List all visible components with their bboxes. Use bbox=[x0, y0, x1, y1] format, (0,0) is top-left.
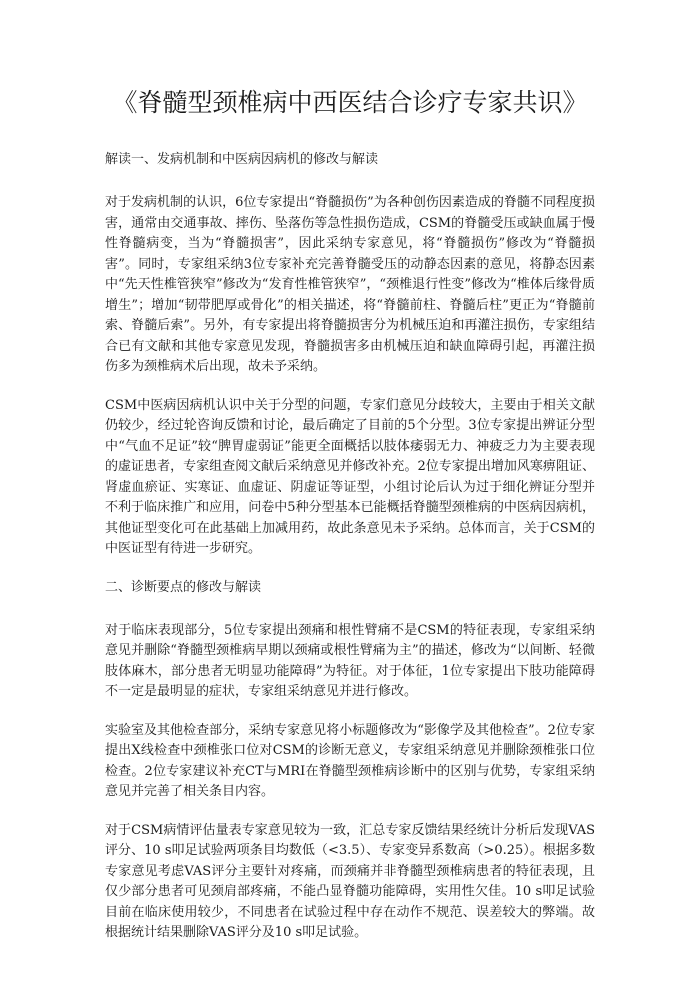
paragraph-pathogenesis: 对于发病机制的认识，6位专家提出“脊髓损伤”为各种创伤因素造成的脊髓不同程度损害，通常由交通事故、摔伤、坠落伤等急性损伤造成，CSM的脊髓受压或缺血属于慢性脊髓病变，当为“脊髓损害”，因此采纳专家意见，将“脊髓损伤”修改为“脊髓损害”。同时，专家组采纳3位专家补充完善脊髓受压的动静态因素的意见，将静态因素中“先天性椎管狭窄”修改为“发育性椎管狭窄”，“颈椎退行性变”修改为“椎体后缘骨质增生”；增加“韧带肥厚或骨化”的相关描述，将“脊髓前柱、脊髓后柱”更正为“脊髓前索、脊髓后索”。另外，有专家提出将脊髓损害分为机械压迫和再灌注损伤，专家组结合已有文献和其他专家意见发现，脊髓损害多由机械压迫和缺血障碍引起，再灌注损伤多为颈椎病术后出现，故未予采纳。 bbox=[105, 195, 595, 374]
paragraph-tcm-pathogenesis: CSM中医病因病机认识中关于分型的问题，专家们意见分歧较大，主要由于相关文献仍较少，经过轮咨询反馈和讨论，最后确定了目前的5个分型。3位专家提出辨证分型中“气血不足证”较“脾胃虚弱证”能更全面概括以肢体痿弱无力、神疲乏力为主要表现的虚证患者，专家组查阅文献后采纳意见并修改补充。2位专家提出增加风寒痹阻证、肾虚血瘀证、实寒证、血虚证、阴虚证等证型，小组讨论后认为过于细化辨证分型并不利于临床推广和应用，问卷中5种分型基本已能概括脊髓型颈椎病的中医病因病机，其他证型变化可在此基础上加减用药，故此条意见未予采纳。总体而言，关于CSM的中医证型有待进一步研究。 bbox=[105, 397, 595, 556]
paragraph-imaging-exams: 实验室及其他检查部分，采纳专家意见将小标题修改为“影像学及其他检查”。2位专家提出X线检查中颈椎张口位对CSM的诊断无意义，专家组采纳意见并删除颈椎张口位检查。2位专家建议补充CT与MRI在脊髓型颈椎病诊断中的区别与优势，专家组采纳意见并完善了相关条目内容。 bbox=[105, 722, 595, 799]
section-heading-1: 解读一、发病机制和中医病因病机的修改与解读 bbox=[105, 152, 379, 167]
paragraph-assessment-scales: 对于CSM病情评估量表专家意见较为一致，汇总专家反馈结果经统计分析后发现VAS评分、10 s叩足试验两项条目均数低（<3.5）、专家变异系数高（>0.25）。根据多数专家意见考虑VAS评分主要针对疼痛，而颈痛并非脊髓型颈椎病患者的特征表现，且仅少部分患者可见颈肩部疼痛，不能凸显脊髓功能障碍，实用性欠佳。10 s叩足试验目前在临床使用较少，不同患者在试验过程中存在动作不规范、误差较大的弊端。故根据统计结果删除VAS评分及10 s叩足试验。 bbox=[105, 822, 595, 940]
document-title: 《脊髓型颈椎病中西医结合诊疗专家共识》 bbox=[112, 88, 588, 117]
section-heading-2: 二、诊断要点的修改与解读 bbox=[105, 579, 262, 595]
paragraph-clinical-manifestations: 对于临床表现部分，5位专家提出颈痛和根性臂痛不是CSM的特征表现，专家组采纳意见并删除“脊髓型颈椎病早期以颈痛或根性臂痛为主”的描述，修改为“以间断、轻微肢体麻木，部分患者无明显功能障碍”为特征。对于体征，1位专家提出下肢功能障碍不一定是最明显的症状，专家组采纳意见并进行修改。 bbox=[105, 622, 595, 699]
